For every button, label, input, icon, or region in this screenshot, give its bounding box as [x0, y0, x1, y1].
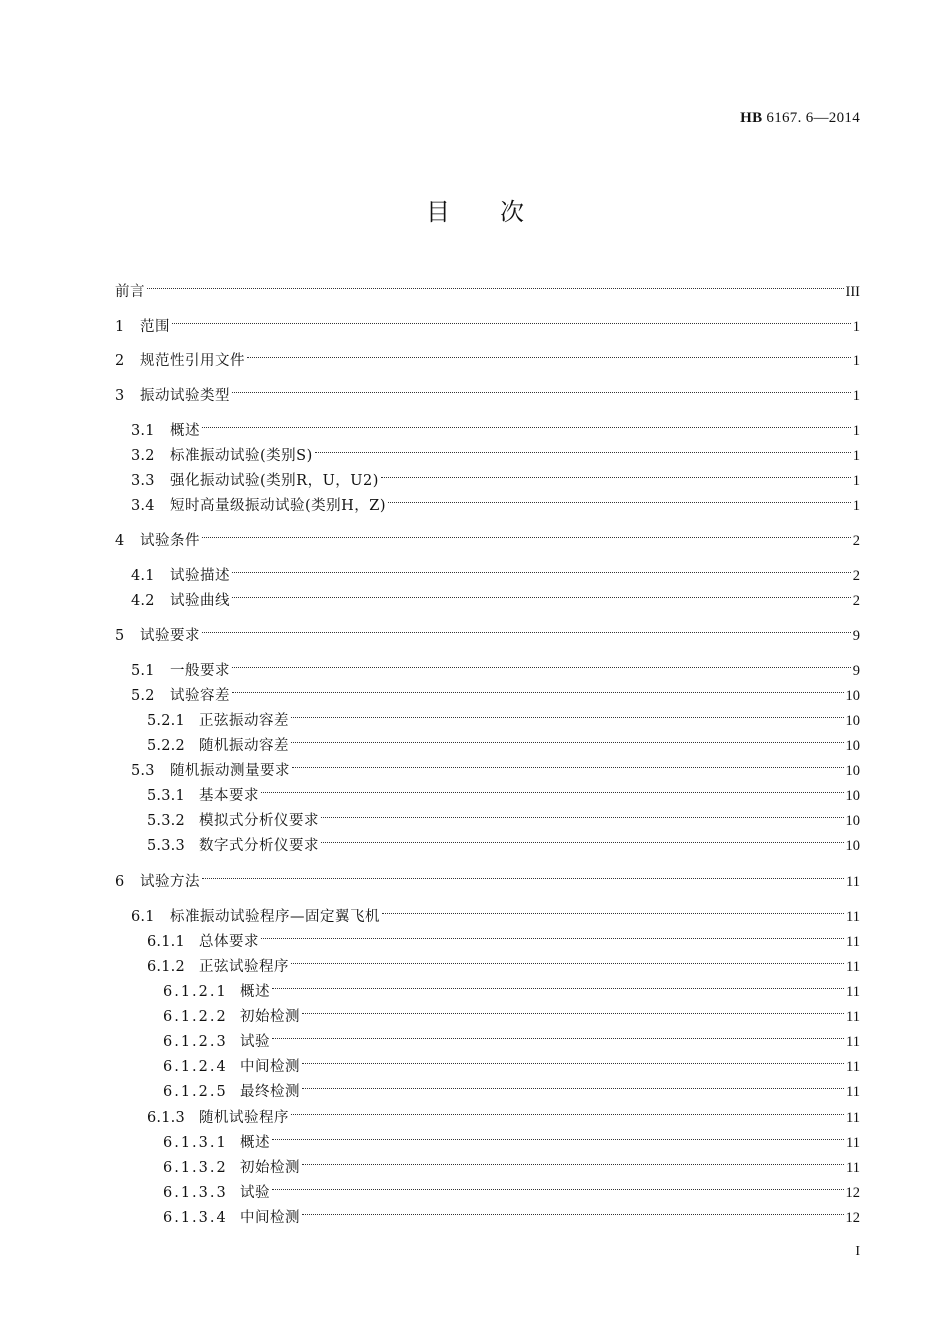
- toc-dot-leader: [232, 653, 851, 675]
- toc-entry[interactable]: [163, 974, 860, 1000]
- toc-entry-title: 概述: [240, 1135, 270, 1151]
- toc-dot-leader: [321, 803, 844, 825]
- toc-dot-leader: [302, 1074, 844, 1096]
- toc-dot-leader: [202, 523, 851, 545]
- toc-entry-title: 前言: [115, 284, 145, 300]
- toc-entry[interactable]: [147, 949, 860, 975]
- toc-entry-title: 试验条件: [140, 533, 200, 549]
- toc-entry[interactable]: [115, 378, 860, 404]
- toc-entry-title: 试验方法: [140, 874, 200, 890]
- toc-entry-title: 强化振动试验(类别R，U，U2): [170, 473, 379, 489]
- toc-entry-title: 试验描述: [170, 568, 230, 584]
- toc-entry-page: 11: [846, 959, 860, 975]
- toc-entry-page: 10: [845, 788, 860, 804]
- toc-entry-number: 5.3: [131, 763, 155, 779]
- toc-dot-leader: [147, 274, 844, 296]
- toc-entry-title: 中间检测: [240, 1059, 300, 1075]
- toc-entry-number: 6.1.2.5: [163, 1084, 228, 1100]
- toc-dot-leader: [291, 949, 844, 971]
- toc-entry[interactable]: [147, 828, 860, 854]
- toc-entry-title: 一般要求: [170, 663, 230, 679]
- toc-entry-title: 随机振动容差: [199, 738, 289, 754]
- toc-entry[interactable]: [147, 778, 860, 804]
- toc-entry-title: 最终检测: [240, 1084, 300, 1100]
- toc-entry-title: 概述: [170, 423, 200, 439]
- toc-entry[interactable]: [131, 488, 860, 514]
- toc-entry-page: 11: [846, 909, 860, 925]
- toc-entry[interactable]: [163, 1200, 860, 1226]
- toc-entry-number: 4: [115, 533, 125, 549]
- toc-entry-number: 3.3: [131, 473, 155, 489]
- toc-entry-number: 6.1.1: [147, 934, 185, 950]
- toc-entry-page: 12: [845, 1185, 860, 1201]
- toc-entry-page: 2: [852, 593, 860, 609]
- toc-entry-number: 3: [115, 388, 125, 404]
- page-title: 目次: [426, 198, 574, 226]
- toc-entry[interactable]: [131, 413, 860, 439]
- toc-entry-title: 标准振动试验(类别S): [170, 448, 313, 464]
- toc-entry-page: 9: [852, 663, 860, 679]
- toc-entry-number: 6.1.3.2: [163, 1160, 228, 1176]
- toc-entry-number: 6.1.2.3: [163, 1034, 228, 1050]
- toc-entry-number: 5.3.1: [147, 788, 185, 804]
- toc-entry-page: 1: [852, 473, 860, 489]
- toc-entry[interactable]: [147, 924, 860, 950]
- toc-entry-number: 6.1.2: [147, 959, 185, 975]
- toc-dot-leader: [172, 309, 851, 331]
- toc-dot-leader: [247, 343, 851, 365]
- toc-dot-leader: [382, 899, 844, 921]
- toc-entry-number: 6.1: [131, 909, 155, 925]
- toc-entry-page: 10: [845, 738, 860, 754]
- toc-entry-number: 5: [115, 628, 125, 644]
- toc-entry-title: 正弦振动容差: [199, 713, 289, 729]
- toc-entry-number: 6.1.2.2: [163, 1009, 228, 1025]
- toc-entry-page: III: [845, 284, 860, 300]
- toc-entry-number: 4.2: [131, 593, 155, 609]
- toc-entry[interactable]: [131, 678, 860, 704]
- toc-entry-title: 基本要求: [199, 788, 259, 804]
- toc-entry-number: 6.1.2.1: [163, 984, 228, 1000]
- toc-entry[interactable]: [163, 999, 860, 1025]
- toc-entry-page: 10: [845, 688, 860, 704]
- toc-entry[interactable]: [131, 753, 860, 779]
- toc-entry-page: 11: [846, 1110, 860, 1126]
- toc-dot-leader: [202, 864, 844, 886]
- toc-entry-number: 5.3.2: [147, 813, 185, 829]
- toc-entry-page: 12: [845, 1210, 860, 1226]
- toc-entry-page: 10: [845, 838, 860, 854]
- toc-entry-page: 11: [846, 874, 860, 890]
- toc-entry-page: 2: [852, 568, 860, 584]
- toc-entry-number: 6.1.2.4: [163, 1059, 228, 1075]
- toc-entry-title: 数字式分析仪要求: [199, 838, 319, 854]
- toc-dot-leader: [272, 1024, 844, 1046]
- toc-entry[interactable]: [131, 653, 860, 679]
- toc-dot-leader: [292, 753, 844, 775]
- toc-entry-number: 6: [115, 874, 125, 890]
- toc-entry-page: 10: [845, 713, 860, 729]
- toc-entry-number: 6.1.3: [147, 1110, 185, 1126]
- toc-entry-page: 1: [852, 448, 860, 464]
- toc-entry-number: 6.1.3.4: [163, 1210, 228, 1226]
- document-code-prefix: HB: [740, 110, 763, 126]
- toc-dot-leader: [202, 618, 851, 640]
- toc-dot-leader: [302, 1049, 844, 1071]
- toc-entry-number: 5.2: [131, 688, 155, 704]
- toc-dot-leader: [381, 463, 851, 485]
- toc-entry-number: 2: [115, 353, 125, 369]
- toc-entry-page: 1: [852, 388, 860, 404]
- toc-entry[interactable]: [115, 309, 860, 335]
- toc-entry-title: 试验: [240, 1185, 270, 1201]
- toc-entry[interactable]: [131, 583, 860, 609]
- toc-entry[interactable]: [163, 1074, 860, 1100]
- toc-entry-title: 概述: [240, 984, 270, 1000]
- toc-entry-page: 2: [852, 533, 860, 549]
- toc-entry-title: 总体要求: [199, 934, 259, 950]
- toc-entry[interactable]: [147, 1100, 860, 1126]
- toc-dot-leader: [261, 778, 844, 800]
- toc-entry-page: 11: [846, 1135, 860, 1151]
- toc-entry-number: 5.2.1: [147, 713, 185, 729]
- toc-dot-leader: [202, 413, 851, 435]
- toc-entry-number: 5.1: [131, 663, 155, 679]
- toc-entry[interactable]: [131, 899, 860, 925]
- toc-entry[interactable]: [115, 274, 860, 300]
- toc-dot-leader: [315, 438, 851, 460]
- toc-entry-page: 11: [846, 1034, 860, 1050]
- toc-entry-title: 试验要求: [140, 628, 200, 644]
- toc-entry-title: 试验容差: [170, 688, 230, 704]
- toc-entry[interactable]: [163, 1125, 860, 1151]
- toc-entry[interactable]: [115, 618, 860, 644]
- toc-entry-page: 1: [852, 498, 860, 514]
- toc-dot-leader: [272, 1175, 844, 1197]
- toc-entry-page: 11: [846, 984, 860, 1000]
- toc-entry[interactable]: [163, 1049, 860, 1075]
- toc-entry-page: 11: [846, 1059, 860, 1075]
- toc-dot-leader: [321, 828, 844, 850]
- toc-entry-page: 11: [846, 1160, 860, 1176]
- toc-dot-leader: [261, 924, 844, 946]
- toc-dot-leader: [291, 1100, 844, 1122]
- toc-entry-title: 随机振动测量要求: [170, 763, 290, 779]
- toc-entry-title: 标准振动试验程序—固定翼飞机: [170, 909, 380, 925]
- toc-entry-title: 试验: [240, 1034, 270, 1050]
- toc-entry-page: 1: [852, 423, 860, 439]
- toc-entry[interactable]: [131, 438, 860, 464]
- toc-entry[interactable]: [147, 803, 860, 829]
- toc-entry-number: 5.2.2: [147, 738, 185, 754]
- toc-entry-number: 3.2: [131, 448, 155, 464]
- toc-dot-leader: [272, 1125, 844, 1147]
- toc-entry-number: 6.1.3.1: [163, 1135, 228, 1151]
- toc-dot-leader: [291, 728, 844, 750]
- toc-entry-number: 3.4: [131, 498, 155, 514]
- toc-dot-leader: [388, 488, 851, 510]
- toc-entry-page: 11: [846, 1084, 860, 1100]
- toc-entry[interactable]: [131, 558, 860, 584]
- toc-entry-page: 11: [846, 934, 860, 950]
- toc-dot-leader: [232, 378, 851, 400]
- toc-entry[interactable]: [131, 463, 860, 489]
- toc-entry-page: 9: [852, 628, 860, 644]
- toc-entry-title: 范围: [140, 319, 170, 335]
- toc-entry-number: 6.1.3.3: [163, 1185, 228, 1201]
- toc-entry[interactable]: [163, 1150, 860, 1176]
- document-code-number: 6167. 6—2014: [766, 110, 860, 126]
- toc-dot-leader: [272, 974, 844, 996]
- toc-entry-number: 3.1: [131, 423, 155, 439]
- toc-entry[interactable]: [115, 343, 860, 369]
- toc-entry-title: 振动试验类型: [140, 388, 230, 404]
- toc-entry-title: 试验曲线: [170, 593, 230, 609]
- toc-dot-leader: [302, 1200, 844, 1222]
- toc-dot-leader: [291, 703, 844, 725]
- toc-entry-title: 短时高量级振动试验(类别H，Z): [170, 498, 387, 514]
- toc-entry[interactable]: [163, 1024, 860, 1050]
- toc-entry-title: 规范性引用文件: [140, 353, 245, 369]
- toc-entry-title: 正弦试验程序: [199, 959, 289, 975]
- toc-entry-title: 中间检测: [240, 1210, 300, 1226]
- toc-entry-number: 1: [115, 319, 125, 335]
- toc-entry[interactable]: [147, 728, 860, 754]
- toc-entry-page: 11: [846, 1009, 860, 1025]
- toc-entry-number: 5.3.3: [147, 838, 185, 854]
- toc-entry[interactable]: [115, 864, 860, 890]
- toc-entry-page: 1: [852, 319, 860, 335]
- toc-entry-title: 初始检测: [240, 1160, 300, 1176]
- toc-entry-page: 10: [845, 813, 860, 829]
- toc-entry[interactable]: [163, 1175, 860, 1201]
- toc-entry[interactable]: [147, 703, 860, 729]
- footer-page-number: I: [855, 1244, 860, 1259]
- toc-entry[interactable]: [115, 523, 860, 549]
- toc-dot-leader: [232, 558, 851, 580]
- toc-entry-page: 10: [845, 763, 860, 779]
- toc-entry-title: 模拟式分析仪要求: [199, 813, 319, 829]
- toc-dot-leader: [302, 1150, 844, 1172]
- toc-entry-title: 初始检测: [240, 1009, 300, 1025]
- toc-dot-leader: [232, 678, 844, 700]
- toc-entry-title: 随机试验程序: [199, 1110, 289, 1126]
- toc-dot-leader: [302, 999, 844, 1021]
- toc-entry-page: 1: [852, 353, 860, 369]
- toc-entry-number: 4.1: [131, 568, 155, 584]
- toc-dot-leader: [232, 583, 851, 605]
